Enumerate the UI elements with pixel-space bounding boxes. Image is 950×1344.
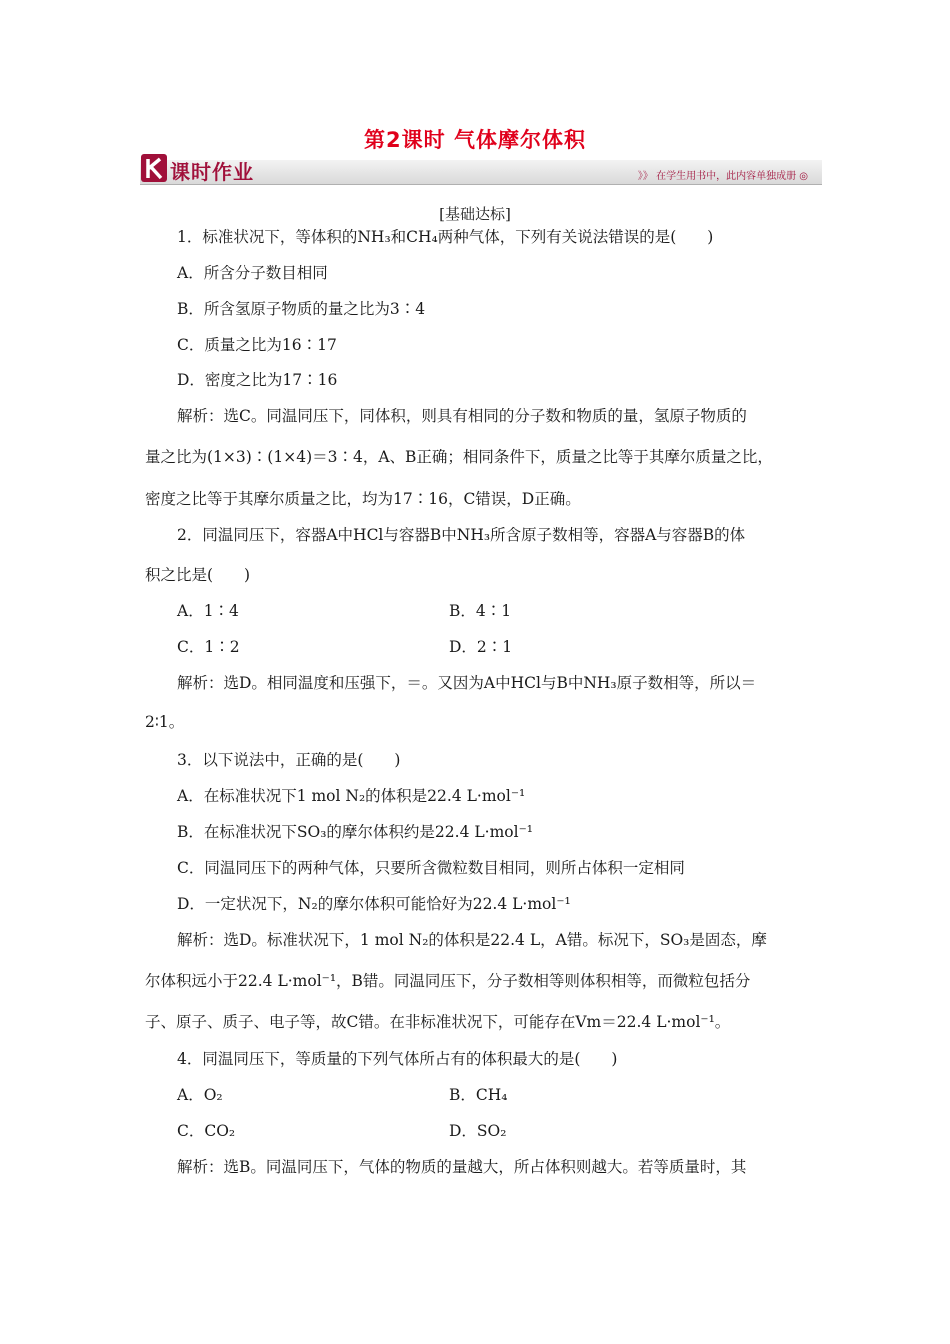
q3-option-b: B．在标准状况下SO₃的摩尔体积约是22.4 L·mol⁻¹ (177, 823, 533, 841)
q3-option-d: D．一定状况下，N₂的摩尔体积可能恰好为22.4 L·mol⁻¹ (177, 895, 571, 913)
q2-option-c: C．1∶2 (177, 638, 240, 656)
q2-analysis-line: 解析：选D。相同温度和压强下，＝。又因为A中HCl与B中NH₃原子数相等，所以＝ (177, 674, 757, 692)
question-3-stem: 3．以下说法中，正确的是( ) (177, 751, 401, 769)
q1-option-c: C．质量之比为16∶17 (177, 336, 337, 354)
q3-analysis-line: 解析：选D。标准状况下，1 mol N₂的体积是22.4 L，A错。标况下，SO₃是固态，摩 (177, 931, 767, 949)
q2-option-d: D．2∶1 (449, 638, 513, 656)
q1-option-a: A．所含分子数目相同 (177, 264, 328, 282)
q4-option-b: B．CH₄ (449, 1086, 508, 1104)
q4-option-d: D．SO₂ (449, 1122, 507, 1140)
q3-option-c: C．同温同压下的两种气体，只要所含微粒数目相同，则所占体积一定相同 (177, 859, 685, 877)
banner-note: 》》 在学生用书中，此内容单独成册 ◎ (637, 171, 808, 182)
question-2-stem: 2．同温同压下，容器A中HCl与容器B中NH₃所含原子数相等，容器A与容器B的体 (177, 526, 746, 544)
q1-analysis-line: 密度之比等于其摩尔质量之比，均为17∶16，C错误，D正确。 (145, 490, 581, 508)
q1-analysis-line: 解析：选C。同温同压下，同体积，则具有相同的分子数和物质的量，氢原子物质的 (177, 407, 747, 425)
q4-option-a: A．O₂ (177, 1086, 223, 1104)
q2-option-b: B．4∶1 (449, 602, 512, 620)
question-2-stem: 积之比是( ) (145, 566, 251, 584)
q3-option-a: A．在标准状况下1 mol N₂的体积是22.4 L·mol⁻¹ (177, 787, 526, 805)
q2-option-a: A．1∶4 (177, 602, 239, 620)
banner-title: 课时作业 (170, 160, 254, 184)
section-heading: [基础达标] (439, 205, 511, 223)
page-title: 第2课时 气体摩尔体积 (364, 128, 586, 152)
q2-analysis-line: 2∶1。 (145, 713, 185, 731)
homework-banner (140, 150, 822, 186)
question-1-stem: 1．标准状况下，等体积的NH₃和CH₄两种气体，下列有关说法错误的是( ) (177, 228, 714, 246)
q1-analysis-line: 量之比为(1×3)∶(1×4)＝3∶4，A、B正确；相同条件下，质量之比等于其摩尔质量之比， (145, 448, 773, 466)
q4-analysis-line: 解析：选B。同温同压下，气体的物质的量越大，所占体积则越大。若等质量时，其 (177, 1158, 747, 1176)
q1-option-d: D．密度之比为17∶16 (177, 371, 338, 389)
q3-analysis-line: 尔体积远小于22.4 L·mol⁻¹，B错。同温同压下，分子数相等则体积相等，而微粒包括分 (145, 972, 751, 990)
k-logo-icon (140, 152, 170, 184)
question-4-stem: 4．同温同压下，等质量的下列气体所占有的体积最大的是( ) (177, 1050, 618, 1068)
q4-option-c: C．CO₂ (177, 1122, 236, 1140)
q1-option-b: B．所含氢原子物质的量之比为3∶4 (177, 300, 426, 318)
q3-analysis-line: 子、原子、质子、电子等，故C错。在非标准状况下，可能存在Vm＝22.4 L·mol⁻¹。 (145, 1013, 731, 1031)
